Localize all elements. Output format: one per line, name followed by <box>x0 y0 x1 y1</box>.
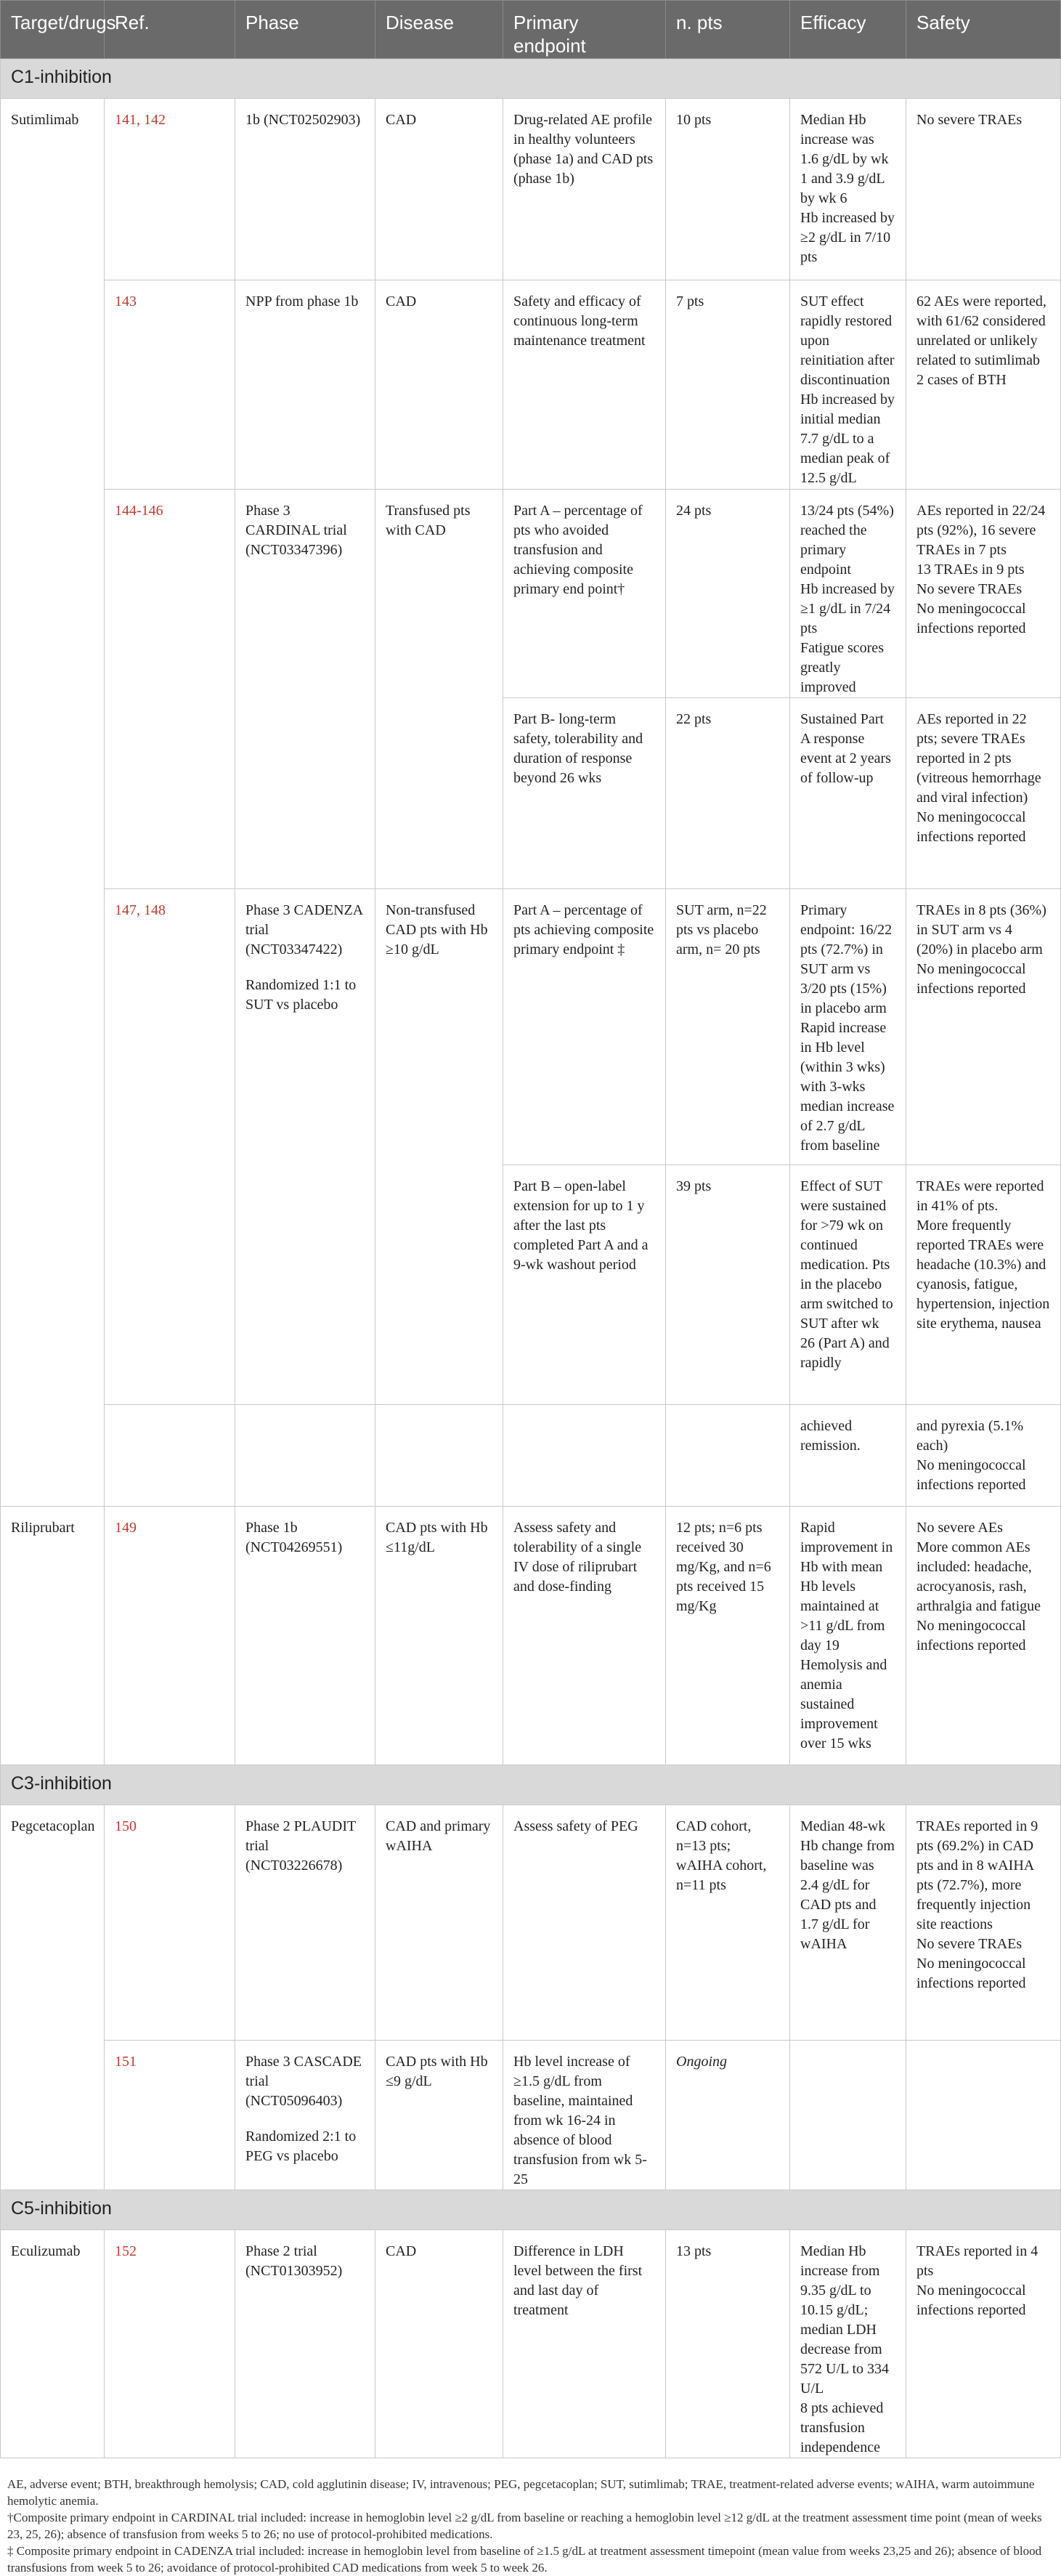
safety-line: TRAEs in 8 pts (36%) in SUT arm vs 4 (20%) in placebo arm <box>916 902 1046 957</box>
cell-empty <box>503 1405 666 1507</box>
efficacy-line: SUT effect rapidly restored upon reinitiation after discontinuation <box>800 293 895 388</box>
table-row <box>1 280 1061 490</box>
safety-line: No severe AEs <box>916 1520 1003 1536</box>
table-row <box>1 99 1061 280</box>
safety-line: TRAEs were reported in 41% of pts. <box>916 1178 1044 1214</box>
cell-npts: 7 pts <box>666 280 790 490</box>
cell-empty <box>375 1405 503 1507</box>
efficacy-line: Hb increased by initial median 7.7 g/dL to a median peak of 12.5 g/dL <box>800 392 895 486</box>
cell-phase: Phase 3 CARDINAL trial (NCT03347396) <box>235 490 375 889</box>
cell-disease: CAD <box>375 2230 503 2458</box>
table-row-continued <box>1 1405 1061 1507</box>
cell-safety <box>906 1507 1061 1765</box>
cell-phase <box>235 2041 375 2190</box>
safety-line: No meningococcal infections reported <box>916 809 1026 845</box>
efficacy-line: Median 48-wk Hb change from baseline was 2.4 g/dL for CAD pts and 1.7 g/dL for wAIHA <box>800 1818 895 1952</box>
safety-line: No meningococcal infections reported <box>916 1457 1026 1493</box>
efficacy-line: 8 pts achieved transfusion independence <box>800 2400 884 2455</box>
cell-ref[interactable]: 147, 148 <box>105 889 235 1405</box>
safety-line: AEs reported in 22 pts; severe TRAEs reported in 2 pts (vitreous hemorrhage and viral infection) <box>916 711 1041 806</box>
cell-npts: CAD cohort, n=13 pts; wAIHA cohort, n=11 pts <box>666 1805 790 2041</box>
safety-line: 62 AEs were reported, with 61/62 considered unrelated or unlikely related to sutimlimab <box>916 293 1046 368</box>
cell-disease: CAD pts with Hb ≤9 g/dL <box>375 2041 503 2190</box>
cell-phase: Phase 1b (NCT04269551) <box>235 1507 375 1765</box>
cell-safety <box>906 280 1061 490</box>
cell-npts: 22 pts <box>666 698 790 889</box>
phase-randomization: Randomized 2:1 to PEG vs placebo <box>245 2129 357 2164</box>
phase-randomization: Randomized 1:1 to SUT vs placebo <box>245 977 357 1013</box>
footnote-abbreviations: AE, adverse event; BTH, breakthrough hemolysis; CAD, cold agglutinin disease; IV, intravenous; PEG, pegcetacoplan; SUT, sutimlimab; TRAE, treatment-related adverse events; wAIHA, warm autoimmune hemolytic anemia. <box>7 2477 1035 2508</box>
header-disease: Disease <box>375 1 503 59</box>
efficacy-line: Median Hb increase was 1.6 g/dL by wk 1 and 3.9 g/dL by wk 6 <box>800 112 889 206</box>
cell-ref[interactable]: 144-146 <box>105 490 235 889</box>
table-footnotes <box>0 2476 1060 2576</box>
cell-phase: 1b (NCT02502903) <box>235 99 375 280</box>
safety-line: No meningococcal infections reported <box>916 1618 1026 1653</box>
cell-efficacy <box>790 1165 906 1405</box>
cell-safety <box>906 698 1061 889</box>
safety-line: TRAEs reported in 4 pts <box>916 2243 1038 2279</box>
cell-npts: 12 pts; n=6 pts received 30 mg/Kg, and n=6 pts received 15 mg/Kg <box>666 1507 790 1765</box>
cell-endpoint: Hb level increase of ≥1.5 g/dL from baseline, maintained from wk 16-24 in absence of blood transfusion from wk 5-25 <box>503 2041 666 2190</box>
efficacy-line: Hb increased by ≥1 g/dL in 7/24 pts <box>800 581 895 636</box>
header-npts: n. pts <box>666 1 790 59</box>
cell-efficacy <box>790 698 906 889</box>
cell-npts: SUT arm, n=22 pts vs placebo arm, n= 20 pts <box>666 889 790 1165</box>
section-row <box>1 59 1061 99</box>
cell-endpoint: Part A – percentage of pts achieving composite primary endpoint ‡ <box>503 889 666 1165</box>
efficacy-line: Sustained Part A response event at 2 years of follow-up <box>800 711 891 786</box>
table-header <box>1 1 1061 59</box>
phase-line: Phase 3 CADENZA trial (NCT03347422) <box>245 902 363 957</box>
header-target: Target/drugs <box>1 1 105 59</box>
cell-efficacy <box>790 1805 906 2041</box>
section-title: C5-inhibition <box>1 2190 1061 2230</box>
cell-empty <box>906 2041 1061 2190</box>
cell-safety <box>906 490 1061 698</box>
cell-target: Riliprubart <box>1 1507 105 1765</box>
table-row <box>1 1805 1061 2041</box>
safety-line: No meningococcal infections reported <box>916 961 1026 997</box>
cell-disease: CAD and primary wAIHA <box>375 1805 503 2041</box>
cell-efficacy <box>790 2230 906 2458</box>
table-row <box>1 2230 1061 2458</box>
cell-efficacy <box>790 889 906 1165</box>
cell-npts: 10 pts <box>666 99 790 280</box>
cell-efficacy: achieved remission. <box>790 1405 906 1507</box>
cell-ref[interactable]: 149 <box>105 1507 235 1765</box>
cell-phase: Phase 2 trial (NCT01303952) <box>235 2230 375 2458</box>
cell-empty <box>790 2041 906 2190</box>
cell-endpoint: Difference in LDH level between the first and last day of treatment <box>503 2230 666 2458</box>
cell-empty <box>105 1405 235 1507</box>
phase-line: Phase 3 CASCADE trial (NCT05096403) <box>245 2054 362 2109</box>
efficacy-line: Hb increased by ≥2 g/dL in 7/10 pts <box>800 210 895 265</box>
cell-phase: Phase 2 PLAUDIT trial (NCT03226678) <box>235 1805 375 2041</box>
table-row <box>1 1507 1061 1765</box>
cell-safety <box>906 1805 1061 2041</box>
safety-line: No meningococcal infections reported <box>916 601 1026 636</box>
cell-phase <box>235 889 375 1405</box>
section-title: C1-inhibition <box>1 59 1061 99</box>
cell-endpoint: Part A – percentage of pts who avoided transfusion and achieving composite primary end point† <box>503 490 666 698</box>
cell-npts: 24 pts <box>666 490 790 698</box>
header-safety: Safety <box>906 1 1061 59</box>
efficacy-line: Primary endpoint: 16/22 pts (72.7%) in SUT arm vs 3/20 pts (15%) in placebo arm <box>800 902 893 1016</box>
cell-safety <box>906 1405 1061 1507</box>
cell-disease: Transfused pts with CAD <box>375 490 503 889</box>
safety-line: No meningococcal infections reported <box>916 2283 1026 2318</box>
safety-line: 13 TRAEs in 9 pts <box>916 562 1025 578</box>
cell-disease: CAD pts with Hb ≤11g/dL <box>375 1507 503 1765</box>
efficacy-line: Hemolysis and anemia sustained improvement over 15 wks <box>800 1657 887 1751</box>
safety-line: No severe TRAEs <box>916 112 1023 128</box>
table-row <box>1 2041 1061 2190</box>
safety-line: No severe TRAEs <box>916 581 1023 597</box>
section-row <box>1 2190 1061 2230</box>
cell-phase: NPP from phase 1b <box>235 280 375 490</box>
cell-npts: 39 pts <box>666 1165 790 1405</box>
cell-endpoint: Safety and efficacy of continuous long-term maintenance treatment <box>503 280 666 490</box>
cell-endpoint: Assess safety of PEG <box>503 1805 666 2041</box>
header-endpoint: Primary endpoint <box>503 1 666 59</box>
cell-target: Sutimlimab <box>1 99 105 1507</box>
cell-safety <box>906 2230 1061 2458</box>
header-efficacy: Efficacy <box>790 1 906 59</box>
section-row <box>1 1765 1061 1805</box>
table-row <box>1 490 1061 698</box>
cell-target: Eculizumab <box>1 2230 105 2458</box>
cell-safety <box>906 99 1061 280</box>
cell-endpoint: Drug-related AE profile in healthy volunteers (phase 1a) and CAD pts (phase 1b) <box>503 99 666 280</box>
safety-line: More frequently reported TRAEs were headache (10.3%) and cyanosis, fatigue, hypertension, injection site erythema, nausea <box>916 1218 1050 1332</box>
cell-endpoint: Part B – open-label extension for up to 1 y after the last pts completed Part A and a 9-wk washout period <box>503 1165 666 1405</box>
header-ref: Ref. <box>105 1 235 59</box>
cell-efficacy <box>790 280 906 490</box>
cell-disease: CAD <box>375 99 503 280</box>
cell-disease: CAD <box>375 280 503 490</box>
cell-safety <box>906 889 1061 1165</box>
safety-line: AEs reported in 22/24 pts (92%), 16 severe TRAEs in 7 pts <box>916 503 1046 558</box>
cell-ref[interactable]: 141, 142 <box>105 99 235 280</box>
efficacy-line: Median Hb increase from 9.35 g/dL to 10.15 g/dL; median LDH decrease from 572 U/L to 334 U/L <box>800 2243 890 2397</box>
cell-npts: 13 pts <box>666 2230 790 2458</box>
cell-ref[interactable]: 143 <box>105 280 235 490</box>
header-phase: Phase <box>235 1 375 59</box>
safety-line: No severe TRAEs <box>916 1936 1023 1952</box>
safety-line: and pyrexia (5.1% each) <box>916 1418 1024 1454</box>
efficacy-line: Rapid increase in Hb level (within 3 wks) with 3-wks median increase of 2.7 g/dL from baseline <box>800 1020 895 1154</box>
cell-npts: Ongoing <box>666 2041 790 2190</box>
safety-line: 2 cases of BTH <box>916 372 1007 388</box>
cell-empty <box>666 1405 790 1507</box>
table-row <box>1 889 1061 1165</box>
cell-safety <box>906 1165 1061 1405</box>
cell-endpoint: Part B- long-term safety, tolerability and duration of response beyond 26 wks <box>503 698 666 889</box>
safety-line: No meningococcal infections reported <box>916 1956 1026 1991</box>
cell-efficacy <box>790 490 906 698</box>
cell-ref[interactable]: 150 <box>105 1805 235 2041</box>
cell-ref[interactable]: 152 <box>105 2230 235 2458</box>
footnote-dagger: †Composite primary endpoint in CARDINAL trial included: increase in hemoglobin level ≥2 g/dL from baseline or reaching a hemoglobin level ≥12 g/dL at the treatment assessment time point (mean of weeks 23, 25, 26); absence of transfusion from weeks 5 to 26; no use of protocol-prohibited medications. <box>7 2511 1042 2541</box>
footnote-double-dagger: ‡ Composite primary endpoint in CADENZA trial included: increase in hemoglobin level from baseline of ≥1.5 g/dL at treatment assessment timepoint (mean value from weeks 23,25 and 26); absence of blood transfusions from week 5 to 26; avoidance of protocol-prohibited CAD medications from week 5 to week 26. <box>7 2544 1042 2575</box>
efficacy-line: Rapid improvement in Hb with mean Hb levels maintained at >11 g/dL from day 19 <box>800 1520 893 1653</box>
section-title: C3-inhibition <box>1 1765 1061 1805</box>
cell-ref[interactable]: 151 <box>105 2041 235 2190</box>
safety-line: TRAEs reported in 9 pts (69.2%) in CAD pts and in 8 wAIHA pts (72.7%), more frequently injection site reactions <box>916 1818 1038 1932</box>
efficacy-line: 13/24 pts (54%) reached the primary endpoint <box>800 503 894 578</box>
efficacy-line: Fatigue scores greatly improved <box>800 640 884 695</box>
cell-endpoint: Assess safety and tolerability of a single IV dose of riliprubart and dose-finding <box>503 1507 666 1765</box>
efficacy-line: Effect of SUT were sustained for >79 wk on continued medication. Pts in the placebo arm switched to SUT after wk 26 (Part A) and rapidly <box>800 1178 893 1371</box>
cell-target: Pegcetacoplan <box>1 1805 105 2190</box>
cell-empty <box>235 1405 375 1507</box>
cell-efficacy <box>790 1507 906 1765</box>
cell-efficacy <box>790 99 906 280</box>
safety-line: More common AEs included: headache, acrocyanosis, rash, arthralgia and fatigue <box>916 1539 1041 1614</box>
cell-disease: Non-transfused CAD pts with Hb ≥10 g/dL <box>375 889 503 1405</box>
